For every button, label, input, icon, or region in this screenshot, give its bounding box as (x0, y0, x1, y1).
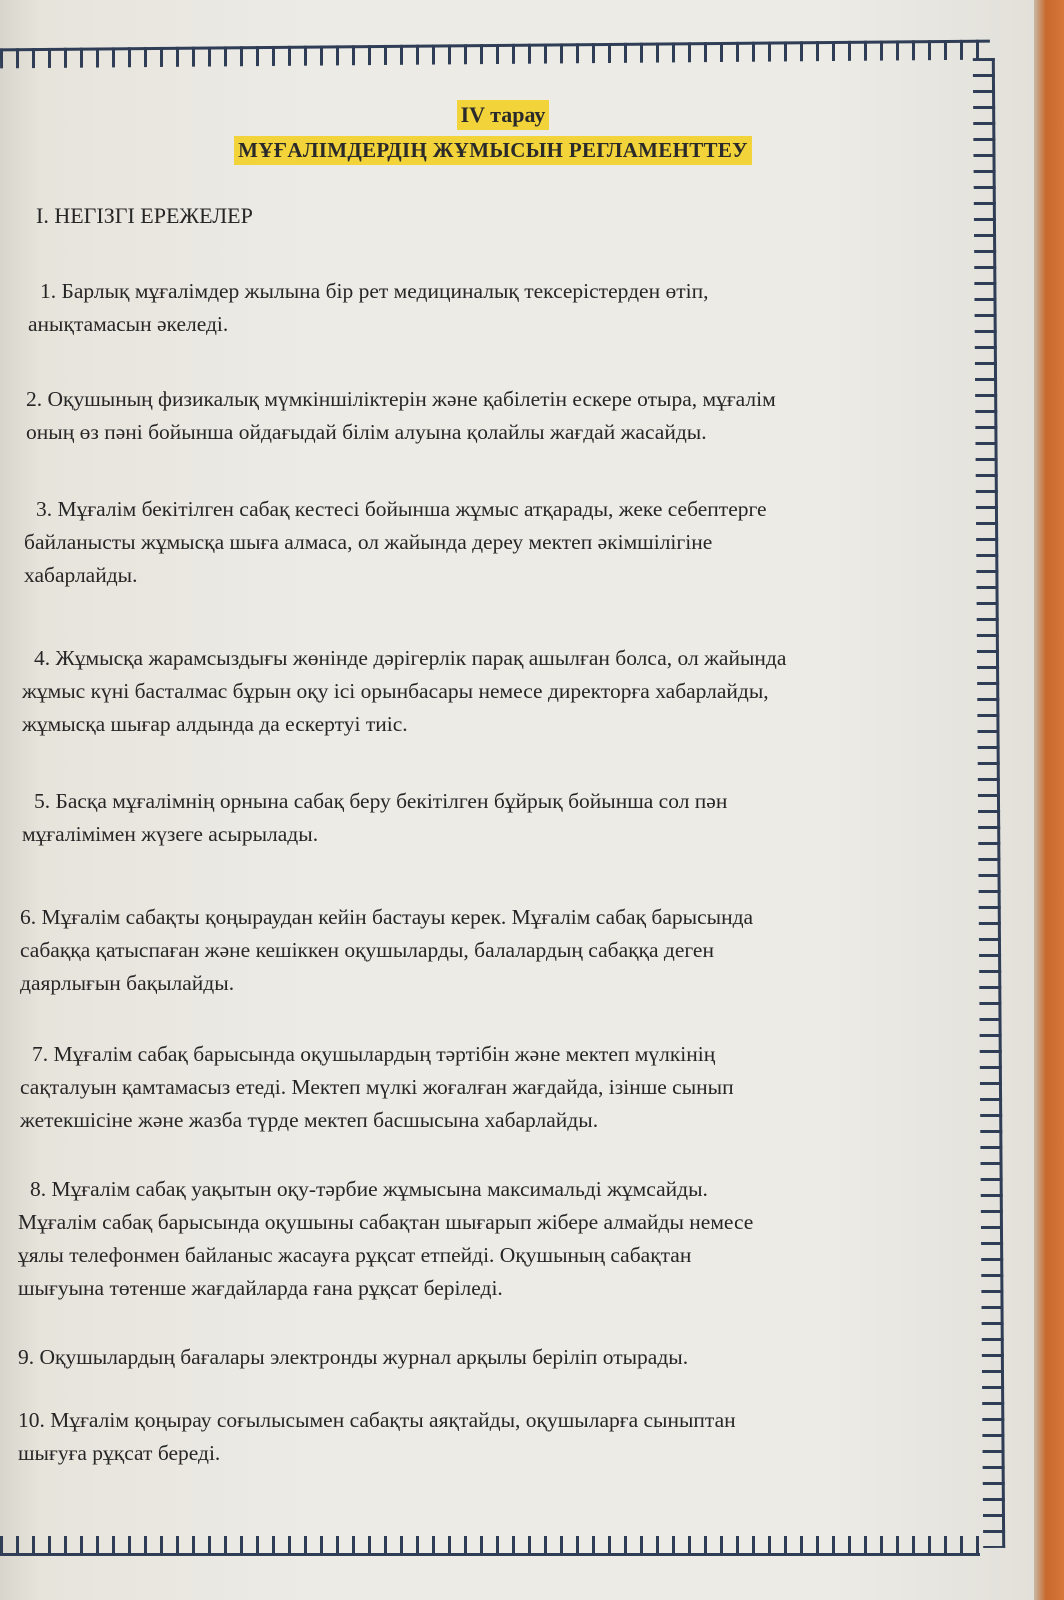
paragraph-3 (18, 493, 968, 592)
paragraph-line: хабарлайды. (24, 563, 138, 587)
paragraph-line: 3. Мұғалім бекітілген сабақ кестесі бойынша жұмыс атқарады, жеке себептерге (36, 497, 767, 521)
paragraph-line: 9. Оқушылардың бағалары электронды журнал арқылы беріліп отырады. (18, 1345, 689, 1369)
paragraph-line: даярлығын бақылайды. (20, 971, 235, 995)
document-title: МҰҒАЛІМДЕРДІҢ ЖҰМЫСЫН РЕГЛАМЕНТТЕУ (234, 136, 752, 165)
paragraph-line: 2. Оқушының физикалық мүмкіншіліктерін және қабілетін ескере отыра, мұғалім (26, 387, 776, 411)
document-heading (18, 100, 968, 165)
document-body (18, 100, 968, 1470)
paragraph-line: 5. Басқа мұғалімнің орнына сабақ беру бекітілген бұйрық бойынша сол пән (34, 789, 728, 813)
paragraph-line: ұялы телефонмен байланыс жасауға рұқсат етпейді. Оқушының сабақтан (18, 1243, 692, 1267)
paragraph-line: шығуына төтенше жағдайларда ғана рұқсат беріледі. (18, 1276, 503, 1300)
paragraph-9 (18, 1341, 968, 1374)
paragraph-10 (18, 1404, 968, 1470)
paragraph-line: байланысты жұмысқа шыға алмаса, ол жайында дереу мектеп әкімшілігіне (24, 530, 713, 554)
paragraph-line: сабаққа қатыспаған және кешіккен оқушыларды, балалардың сабаққа деген (20, 938, 714, 962)
paragraph-8 (18, 1173, 968, 1305)
paragraph-line: 7. Мұғалім сабақ барысында оқушылардың тәртібін және мектеп мүлкінің (32, 1042, 716, 1066)
section-heading: I. НЕГІЗГІ ЕРЕЖЕЛЕР (36, 203, 253, 228)
paragraph-line: 4. Жұмысқа жарамсыздығы жөнінде дәрігерлік парақ ашылған болса, ол жайында (34, 646, 787, 670)
paragraph-2 (18, 383, 968, 449)
paragraph-line: жетекшісіне және жазба түрде мектеп басшысына хабарлайды. (20, 1108, 599, 1132)
paragraph-6 (18, 901, 968, 1000)
paragraph-1 (18, 275, 968, 341)
paragraph-line: жұмысқа шығар алдында да ескертуі тиіс. (22, 712, 408, 736)
paragraph-line: оның өз пәні бойынша ойдағыдай білім алуына қолайлы жағдай жасайды. (26, 420, 707, 444)
paragraph-line: 10. Мұғалім қоңырау соғылысымен сабақты аяқтайды, оқушыларға сыныптан (18, 1408, 736, 1432)
paragraph-line: 6. Мұғалім сабақты қоңыраудан кейін бастауы керек. Мұғалім сабақ барысында (20, 905, 754, 929)
paragraph-7 (18, 1038, 968, 1137)
paragraph-line: мұғалімімен жүзеге асырылады. (22, 822, 319, 846)
paragraph-line: шығуға рұқсат береді. (18, 1441, 221, 1465)
paragraph-line: Мұғалім сабақ барысында оқушыны сабақтан шығарып жібере алмайды немесе (18, 1210, 754, 1234)
paragraph-5 (18, 785, 968, 851)
paragraph-4 (18, 642, 968, 741)
paragraph-line: сақталуын қамтамасыз етеді. Мектеп мүлкі жоғалған жағдайда, ізінше сынып (20, 1075, 734, 1099)
folder-edge (1034, 0, 1064, 1600)
chapter-label: IV тарау (457, 100, 550, 130)
paragraph-line: анықтамасын әкеледі. (28, 312, 229, 336)
paragraph-line: 8. Мұғалім сабақ уақытын оқу-тәрбие жұмысына максимальді жұмсайды. (30, 1177, 708, 1201)
paragraph-line: 1. Барлық мұғалімдер жылына бір рет медициналық тексерістерден өтіп, (40, 279, 709, 303)
paragraph-line: жұмыс күні басталмас бұрын оқу ісі орынбасары немесе директорға хабарлайды, (22, 679, 769, 703)
decorative-border-bottom (0, 1536, 980, 1556)
